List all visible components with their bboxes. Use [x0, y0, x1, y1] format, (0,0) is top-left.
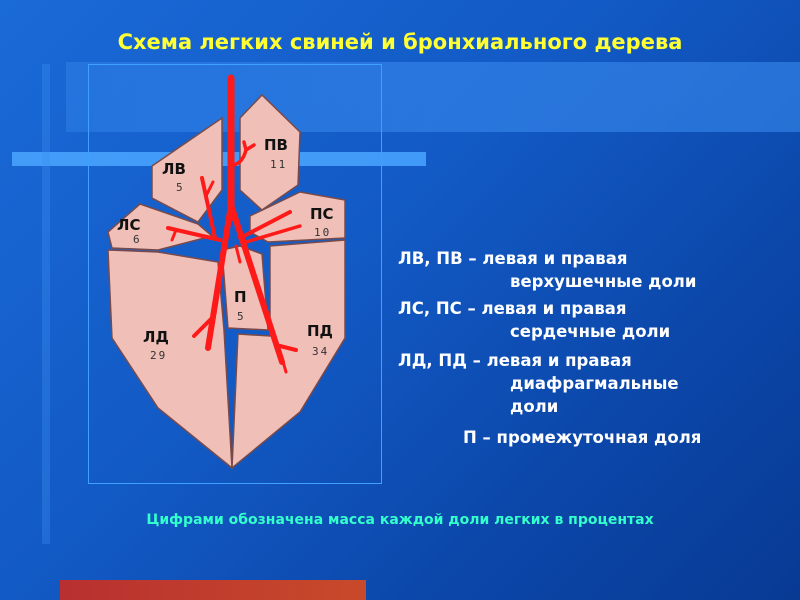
mass-p: 5 — [237, 310, 246, 323]
legend-item-lv-pv-line1: ЛВ, ПВ – левая и правая — [398, 249, 628, 268]
legend-item-ld-pd-line2: диафрагмальные — [510, 374, 679, 393]
legend-item-ld-pd-line3: доли — [510, 397, 559, 416]
legend-item-p: П – промежуточная доля — [463, 428, 702, 447]
label-p: П — [234, 288, 247, 306]
label-ls: ЛС — [117, 216, 141, 234]
lobes — [108, 95, 345, 468]
footnote: Цифрами обозначена масса каждой доли легких в процентах — [146, 512, 654, 528]
legend-item-lv-pv-line2: верхушечные доли — [510, 272, 697, 291]
mass-pd: 34 — [312, 345, 330, 358]
label-lv: ЛВ — [162, 160, 186, 178]
legend-item-ld-pd-line1: ЛД, ПД – левая и правая — [398, 351, 632, 370]
mass-ld: 29 — [150, 349, 168, 362]
mass-ps: 10 — [314, 226, 332, 239]
label-ld: ЛД — [143, 328, 169, 346]
mass-lv: 5 — [176, 181, 185, 194]
label-pd: ПД — [307, 322, 333, 340]
lobe-ld — [108, 250, 232, 468]
mass-ls: 6 — [133, 233, 142, 246]
label-pv: ПВ — [264, 136, 288, 154]
mass-pv: 11 — [270, 158, 288, 171]
label-ps: ПС — [310, 205, 334, 223]
legend-item-ls-ps-line1: ЛС, ПС – левая и правая — [398, 299, 627, 318]
page-title: Схема легких свиней и бронхиального дерева — [117, 30, 683, 54]
legend-item-ls-ps-line2: сердечные доли — [510, 322, 671, 341]
